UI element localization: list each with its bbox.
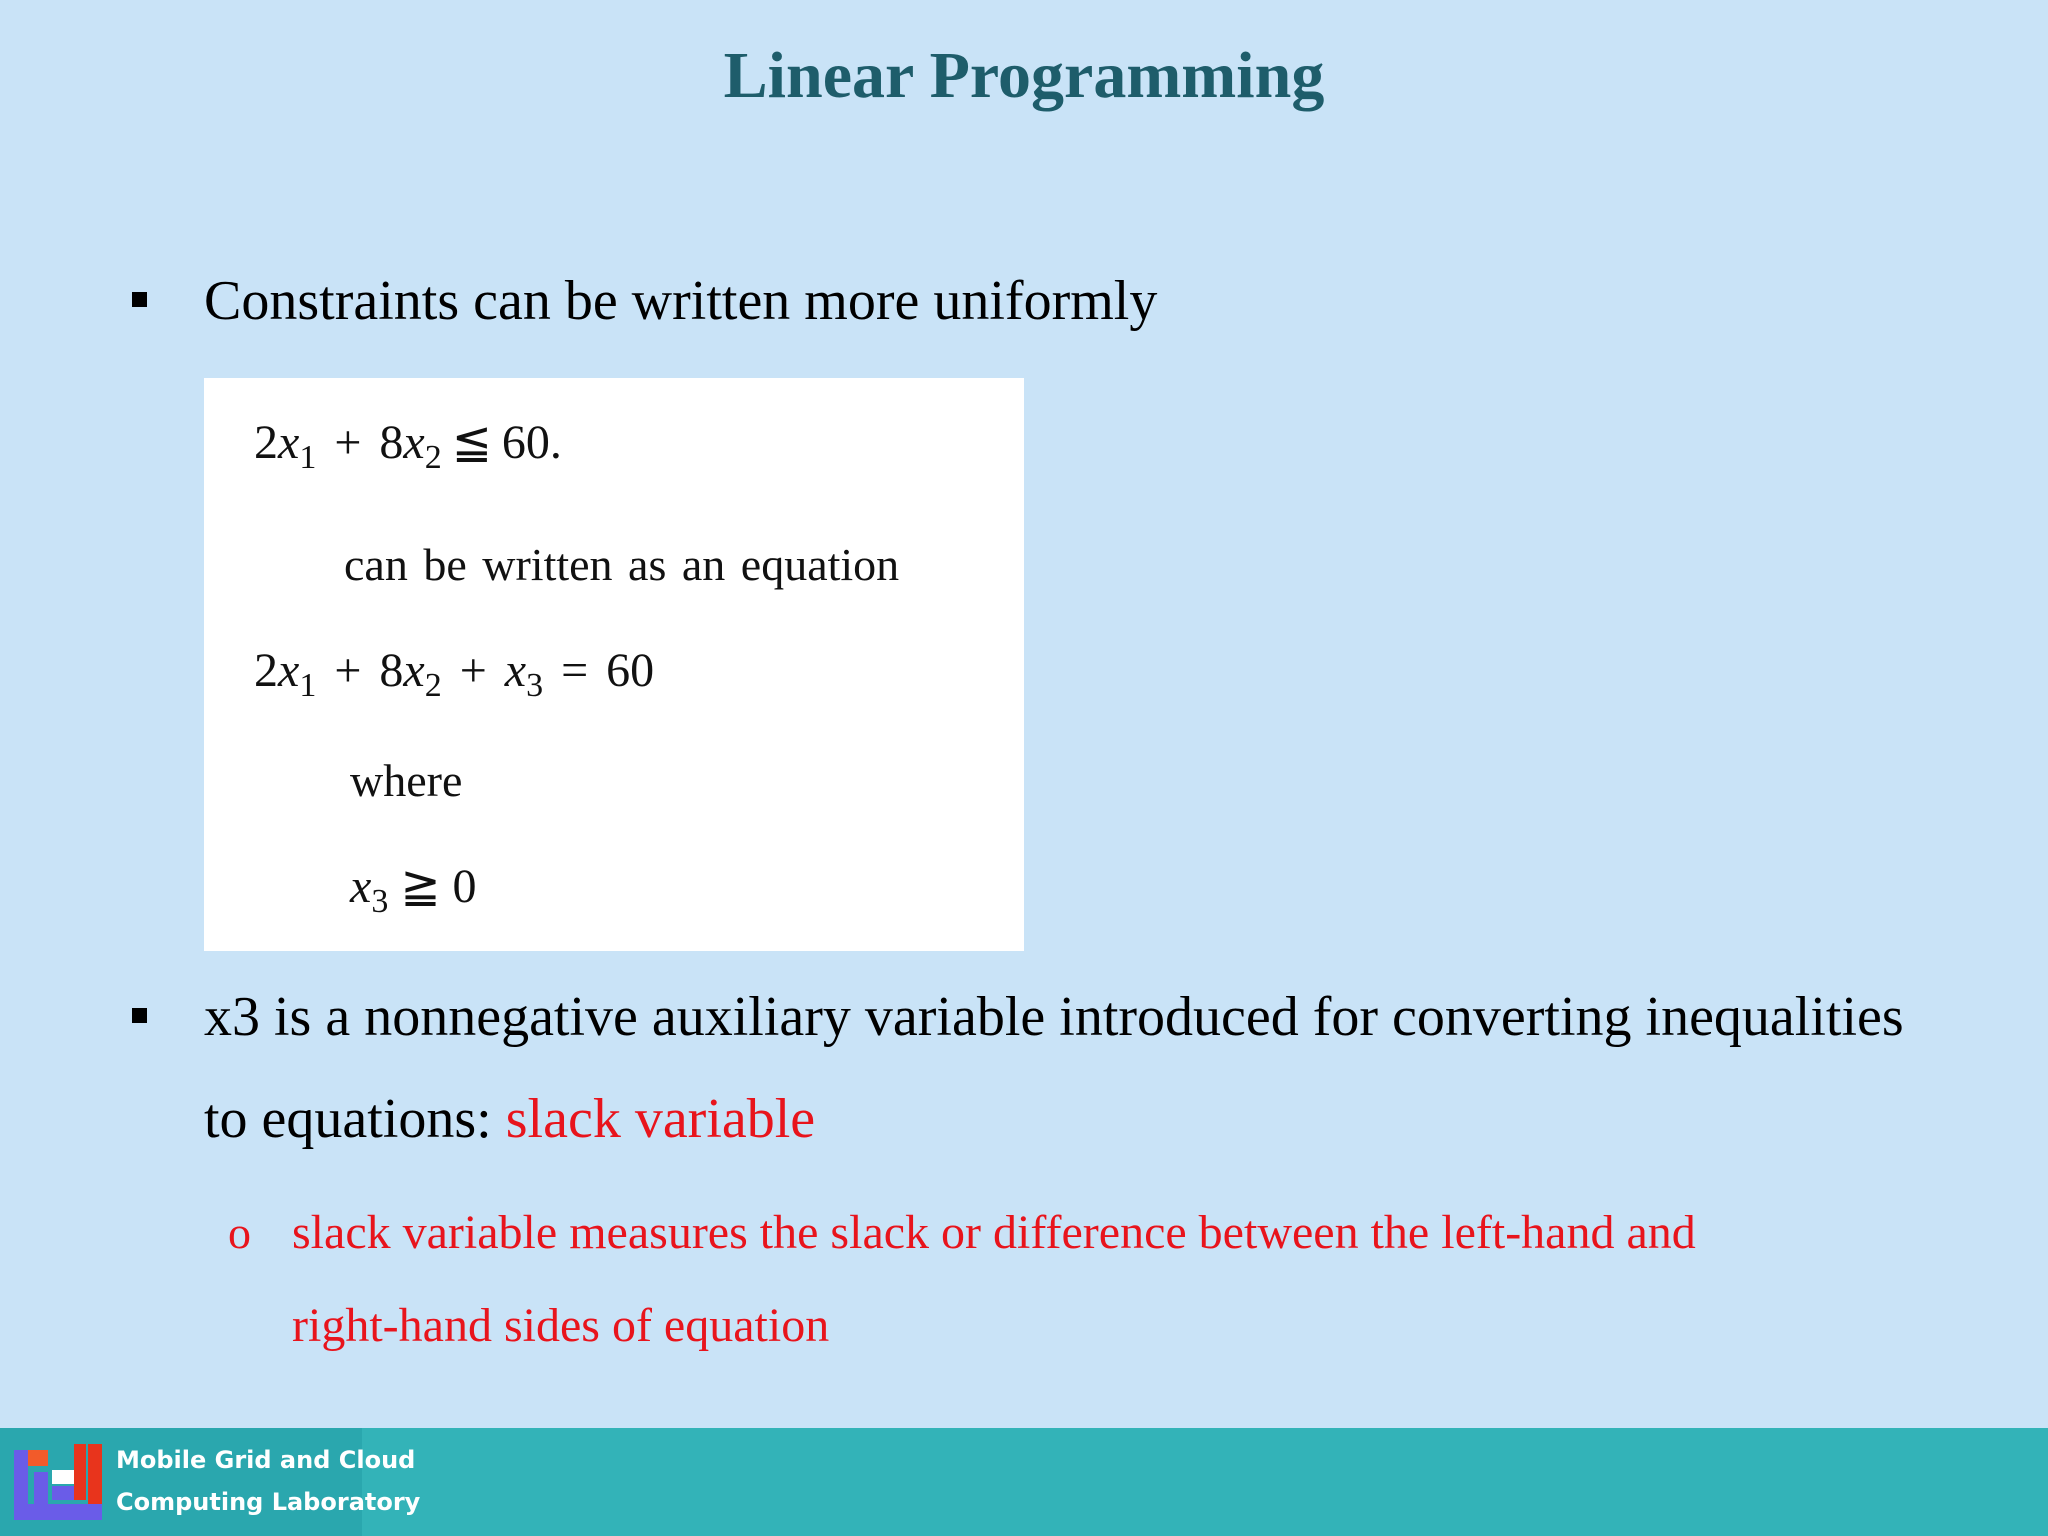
- sub-bullet-line-1: slack variable measures the slack or difference between the left-hand and: [292, 1206, 1696, 1259]
- var: x: [278, 416, 300, 469]
- operator: +: [334, 644, 362, 697]
- equation-line: [254, 643, 655, 704]
- slide-title: Linear Programming: [723, 39, 1325, 112]
- bullet-square-icon: [132, 1008, 147, 1023]
- rhs: 60: [606, 644, 655, 697]
- math-figure: [204, 378, 1024, 951]
- bullet-line-2: [204, 1068, 1904, 1170]
- sub-bullet-circle-icon: o: [228, 1207, 251, 1258]
- where-text: where: [350, 755, 463, 806]
- nonnegativity-line: [350, 858, 477, 920]
- sub-bullet-slack-definition: [292, 1186, 1696, 1372]
- var: x: [350, 860, 372, 913]
- footer-bar: [0, 1428, 2048, 1536]
- rhs: 60.: [501, 416, 562, 469]
- lab-logo-icon: [14, 1444, 102, 1520]
- subscript: 2: [424, 667, 442, 704]
- inequality-line: [254, 414, 562, 476]
- subscript: 1: [299, 667, 317, 704]
- coef: 8: [379, 644, 404, 697]
- relation: =: [561, 644, 589, 697]
- var: x: [504, 644, 527, 697]
- equation-intro-text: can be written as an equation: [344, 539, 900, 590]
- subscript: 3: [371, 883, 389, 920]
- operator: +: [334, 416, 362, 469]
- coef: 8: [379, 416, 404, 469]
- bullet-square-icon: [132, 292, 147, 307]
- lab-logo: [0, 1428, 421, 1536]
- subscript: 3: [526, 667, 544, 704]
- operator: +: [459, 644, 487, 697]
- var: x: [403, 644, 425, 697]
- var: x: [403, 416, 425, 469]
- bullet-line-1: x3 is a nonnegative auxiliary variable introduced for converting inequalities: [204, 986, 1904, 1048]
- var: x: [278, 644, 300, 697]
- relation: ≧: [400, 860, 441, 913]
- slack-variable-highlight: slack variable: [505, 1088, 816, 1150]
- bullet-slack-variable: [204, 966, 1904, 1170]
- subscript: 2: [424, 439, 442, 476]
- subscript: 1: [299, 439, 317, 476]
- lab-name-line-1: Mobile Grid and Cloud: [116, 1446, 416, 1474]
- coef: 2: [254, 416, 278, 469]
- sub-bullet-line-2: right-hand sides of equation: [292, 1299, 830, 1352]
- bullet-constraints: Constraints can be written more uniformly: [204, 270, 1158, 332]
- rhs: 0: [452, 860, 477, 913]
- bullet-text: to equations:: [204, 1088, 506, 1150]
- relation: ≦: [451, 416, 492, 469]
- coef: 2: [254, 644, 278, 697]
- lab-name-line-2: Computing Laboratory: [116, 1488, 421, 1516]
